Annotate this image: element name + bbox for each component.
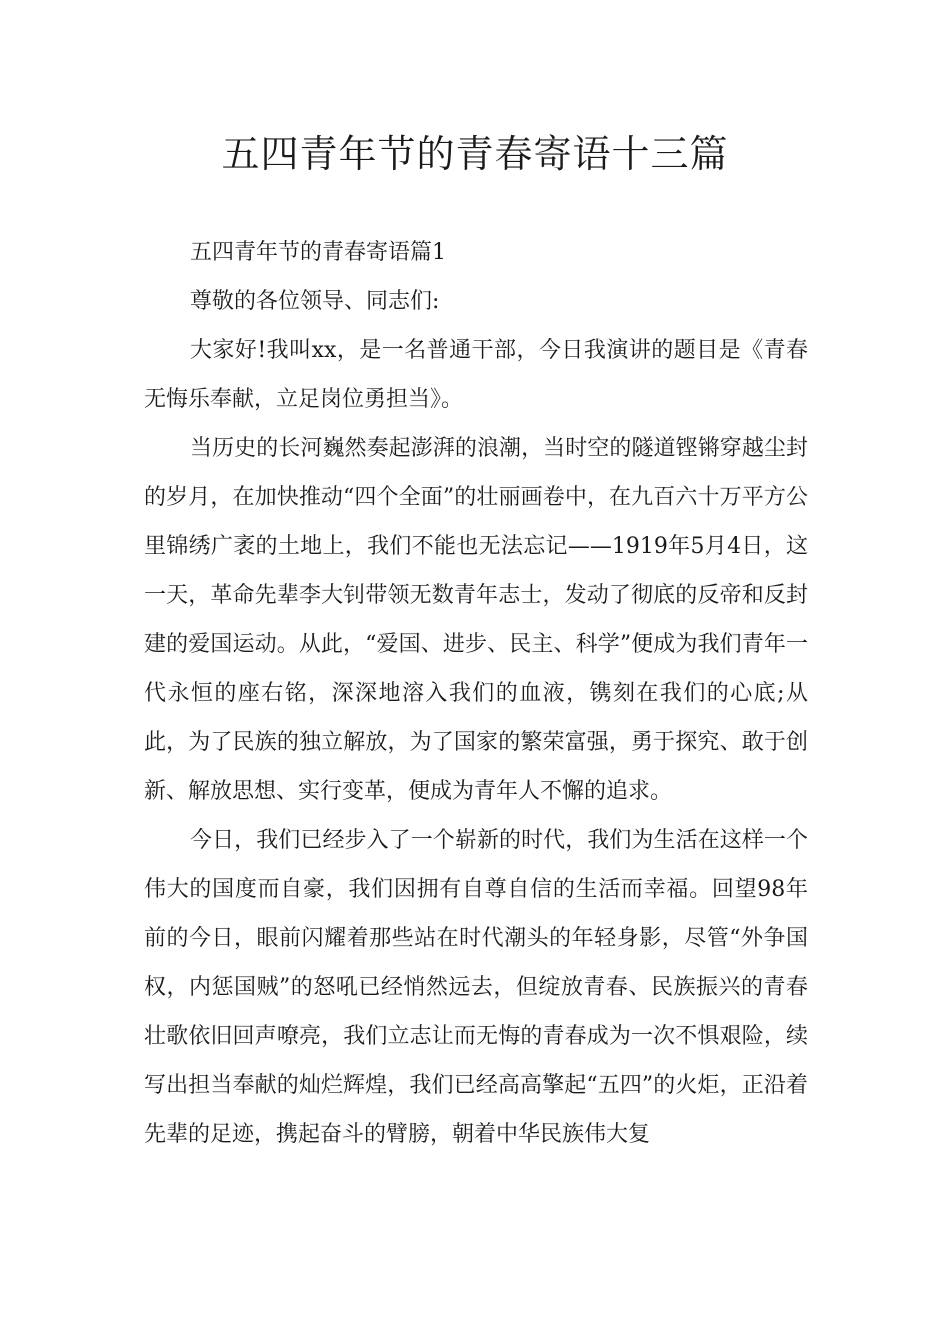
paragraph-history: 当历史的长河巍然奏起澎湃的浪潮，当时空的隧道铿锵穿越尘封的岁月，在加快推动“四个全面”的壮丽画卷中，在九百六十万平方公里锦绣广袤的土地上，我们不能也无法忘记——1919年5月4日，这一天，革命先辈李大钊带领无数青年志士，发动了彻底的反帝和反封建的爱国运动。从此，“爱国、进步、民主、科学”便成为我们青年一代永恒的座右铭，深深地溶入我们的血液，镌刻在我们的心底;从此，为了民族的独立解放，为了国家的繁荣富强，勇于探究、敢于创新、解放思想、实行变革，便成为青年人不懈的追求。 xyxy=(144,436,808,804)
paragraph-present: 今日，我们已经步入了一个崭新的时代，我们为生活在这样一个伟大的国度而自豪，我们因拥有自尊自信的生活而幸福。回望98年前的今日，眼前闪耀着那些站在时代潮头的年轻身影，尽管“外争国权，内惩国贼”的怒吼已经悄然远去，但绽放青春、民族振兴的青春壮歌依旧回声嘹亮，我们立志让而无悔的青春成为一次不惧艰险，续写出担当奉献的灿烂辉煌，我们已经高高擎起“五四”的火炬，正沿着先辈的足迹，携起奋斗的臂膀，朝着中华民族伟大复 xyxy=(144,828,808,1147)
paragraph-greeting: 大家好!我叫xx，是一名普通干部，今日我演讲的题目是《青春无悔乐奉献，立足岗位勇担当》。 xyxy=(144,338,808,412)
paragraph-salutation: 尊敬的各位领导、同志们: xyxy=(190,289,440,314)
document-body xyxy=(144,228,808,1159)
paragraph-section-heading: 五四青年节的青春寄语篇1 xyxy=(190,240,446,265)
document-title: 五四青年节的青春寄语十三篇 xyxy=(221,132,729,176)
